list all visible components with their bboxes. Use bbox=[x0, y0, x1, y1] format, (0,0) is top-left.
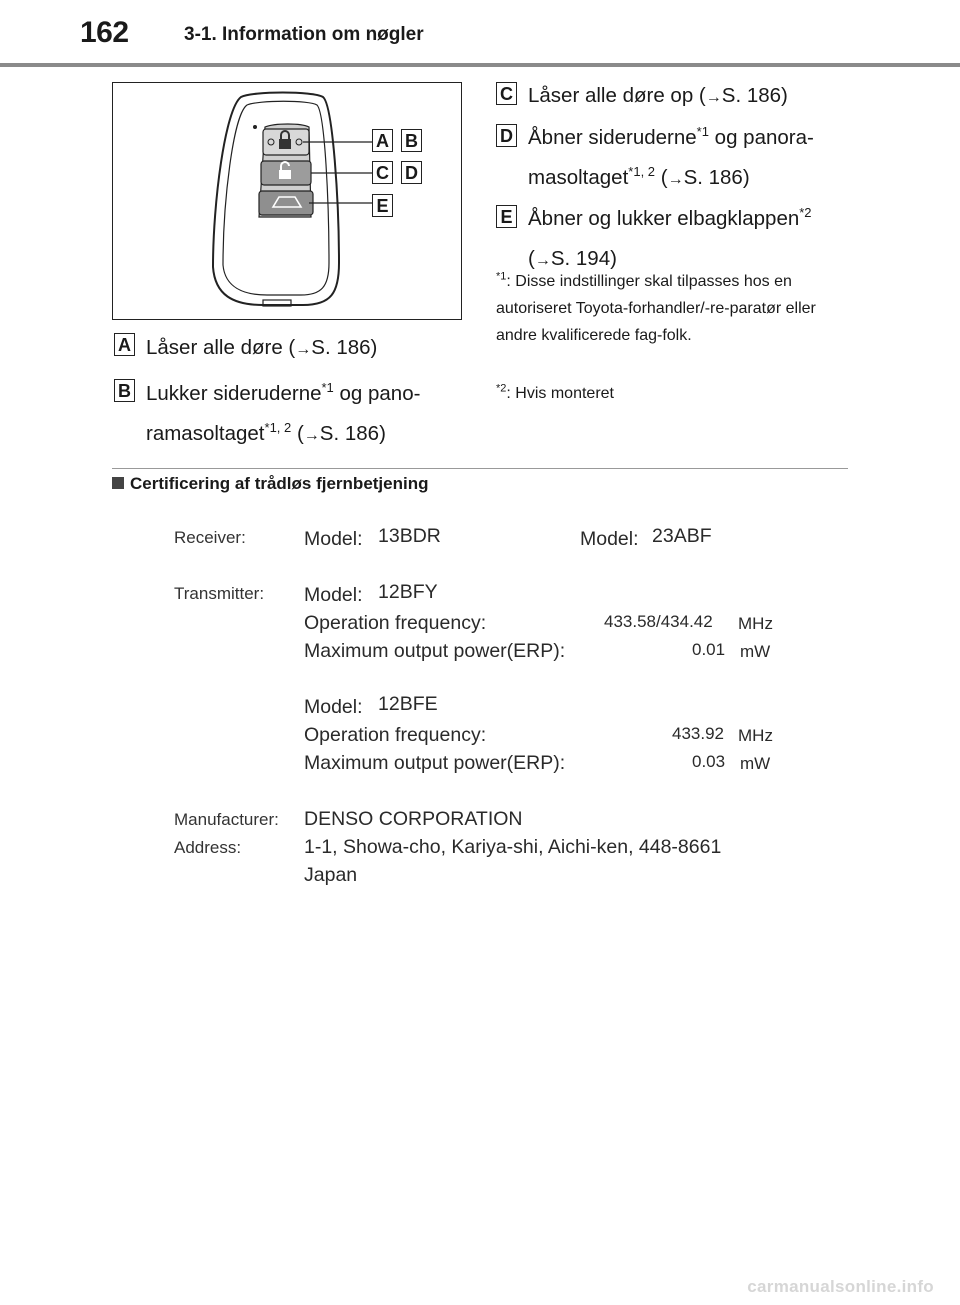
transmitter-1-model-label: Model: bbox=[304, 584, 363, 606]
item-e-text: Åbner og lukker elbagklappen$^{*2}$ (→S. 194) bbox=[528, 205, 812, 270]
transmitter-2-freq-label: Operation frequency: bbox=[304, 724, 487, 746]
manufacturer-label: Manufacturer: bbox=[174, 810, 279, 829]
square-bullet-icon bbox=[112, 477, 124, 489]
item-a-text: Låser alle døre (→S. 186) bbox=[146, 336, 378, 359]
figure-label-a: A bbox=[372, 129, 393, 152]
transmitter-2-freq-unit: MHz bbox=[738, 726, 773, 745]
item-a-marker: A bbox=[114, 333, 135, 356]
section-divider bbox=[112, 468, 848, 469]
figure-label-e: E bbox=[372, 194, 393, 217]
figure-label-d: D bbox=[401, 161, 422, 184]
transmitter-2-freq: 433.92 bbox=[672, 724, 724, 743]
transmitter-2-power: 0.03 bbox=[692, 752, 726, 771]
transmitter-2-power-unit: mW bbox=[740, 754, 771, 773]
receiver-model-label-1: Model: bbox=[304, 528, 363, 550]
receiver-model-1: 13BDR bbox=[378, 525, 441, 547]
item-c-text: Låser alle døre op (→S. 186) bbox=[528, 84, 788, 107]
item-d-text: Åbner sideruderne$^{*1}$ og panora- masoltaget$^{*1, 2}$ (→S. 186) bbox=[528, 124, 814, 189]
transmitter-2-model: 12BFE bbox=[378, 693, 438, 715]
header-rule bbox=[0, 63, 960, 67]
item-d-marker: D bbox=[496, 124, 517, 147]
certification-heading: Certificering af trådløs fjernbetjening bbox=[112, 474, 429, 494]
key-fob-illustration bbox=[112, 82, 462, 320]
transmitter-1-freq: 433.58/434.42 bbox=[604, 612, 713, 631]
manufacturer-name: DENSO CORPORATION bbox=[304, 808, 523, 830]
transmitter-2-model-label: Model: bbox=[304, 696, 363, 718]
transmitter-label: Transmitter: bbox=[174, 584, 265, 603]
receiver-label: Receiver: bbox=[174, 528, 246, 547]
receiver-model-2: 23ABF bbox=[652, 525, 712, 547]
site-watermark: carmanualsonline.info bbox=[747, 1277, 934, 1296]
address-line-1: 1-1, Showa-cho, Kariya-shi, Aichi-ken, 448-8661 bbox=[304, 836, 722, 858]
section-title: 3-1. Information om nøgler bbox=[184, 24, 424, 45]
item-e-marker: E bbox=[496, 205, 517, 228]
key-fob-drawing bbox=[113, 83, 460, 318]
footnote-2: $^{*2}$: Hvis monteret bbox=[496, 382, 614, 402]
tailgate-button bbox=[259, 191, 313, 215]
transmitter-1-power-unit: mW bbox=[740, 642, 771, 661]
transmitter-2-power-label: Maximum output power(ERP): bbox=[304, 752, 566, 774]
transmitter-1-power: 0.01 bbox=[692, 640, 726, 659]
figure-label-b: B bbox=[401, 129, 422, 152]
item-c-marker: C bbox=[496, 82, 517, 105]
transmitter-1-freq-unit: MHz bbox=[738, 614, 773, 633]
item-b-marker: B bbox=[114, 379, 135, 402]
figure-label-c: C bbox=[372, 161, 393, 184]
receiver-model-label-2: Model: bbox=[580, 528, 639, 550]
transmitter-1-model: 12BFY bbox=[378, 581, 438, 603]
transmitter-1-freq-label: Operation frequency: bbox=[304, 612, 487, 634]
transmitter-1-power-label: Maximum output power(ERP): bbox=[304, 640, 566, 662]
item-b-text: Lukker sideruderne$^{*1}$ og pano- ramasoltaget$^{*1, 2}$ (→S. 186) bbox=[146, 380, 421, 445]
indicator-dot bbox=[253, 125, 257, 129]
address-label: Address: bbox=[174, 838, 242, 857]
address-line-2: Japan bbox=[304, 864, 358, 886]
footnote-1: $^{*1}$: Disse indstillinger skal tilpasses hos en autoriseret Toyota-forhandler/-re-paratør eller andre kvalificerede fag-folk. bbox=[496, 270, 816, 344]
page-number: 162 bbox=[80, 16, 129, 49]
